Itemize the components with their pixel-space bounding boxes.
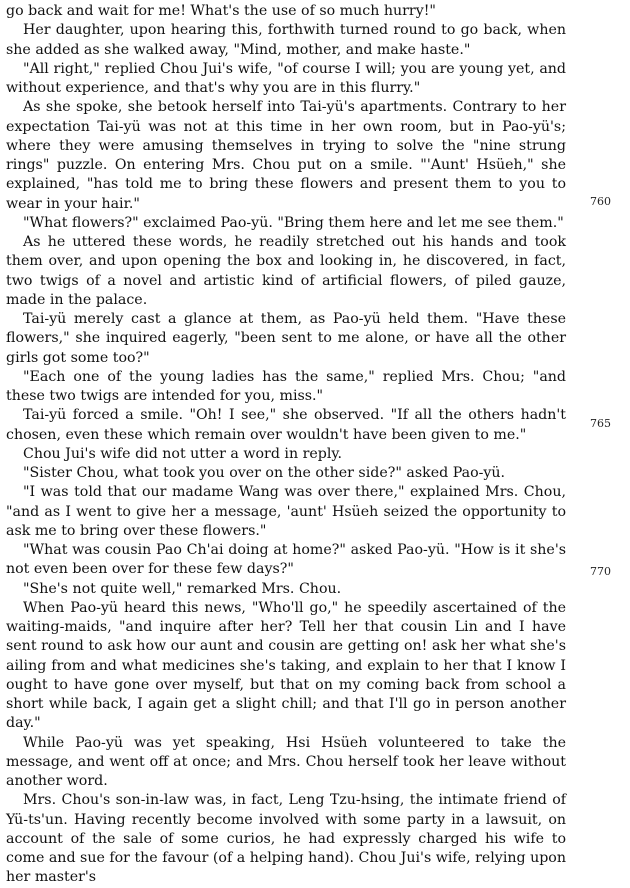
line-number: 770 xyxy=(590,565,611,578)
line-number: 760 xyxy=(590,195,611,208)
paragraph: As he uttered these words, he readily stretched out his hands and took them over, and upon opening the box and looking in, he discovered, in fact, two twigs of a novel and artistic kind of artificial flowers, of piled gauze, made in the palace. xyxy=(6,234,566,308)
paragraph: Tai-yü merely cast a glance at them, as Pao-yü held them. "Have these flowers," she inquired eagerly, "been sent to me alone, or have all the other girls got some too?" xyxy=(6,311,566,366)
paragraph: "She's not quite well," remarked Mrs. Chou. xyxy=(23,580,342,597)
paragraph: Mrs. Chou's son-in-law was, in fact, Leng Tzu-hsing, the intimate friend of Yü-ts'un. Having recently become involved with some party in a lawsuit, on account of the sale of some curios, he had expressly charged his wife to come and sue for the favour (of a helping hand). Chou Jui's wife, relying upon her master's xyxy=(6,792,566,886)
paragraph: Her daughter, upon hearing this, forthwith turned round to go back, when she added as she walked away, "Mind, mother, and make haste." xyxy=(6,22,566,58)
paragraph: "I was told that our madame Wang was over there," explained Mrs. Chou, "and as I went to give her a message, 'aunt' Hsüeh seized the opportunity to ask me to bring over these flowers." xyxy=(6,484,566,539)
text-body xyxy=(6,2,566,888)
paragraph: Chou Jui's wife did not utter a word in reply. xyxy=(23,445,343,462)
paragraph: "Sister Chou, what took you over on the other side?" asked Pao-yü. xyxy=(23,465,506,481)
paragraph: "Each one of the young ladies has the same," replied Mrs. Chou; "and these two twigs are intended for you, miss." xyxy=(6,368,566,404)
paragraph: go back and wait for me! What's the use of so much hurry!" xyxy=(6,3,436,19)
paragraph: "What flowers?" exclaimed Pao-yü. "Bring them here and let me see them." xyxy=(23,214,564,231)
paragraph: When Pao-yü heard this news, "Who'll go," he speedily ascertained of the waiting-maids, "and inquire after her? Tell her that cousin Lin and I have sent round to ask how our aunt and cousin are getting on! ask her what she's ailing from and what medicines she's taking, and explain to her that I know I ought to have gone over myself, but that on my coming back from school a short while back, I again get a slight chill; and that I'll go in person another day." xyxy=(6,599,566,732)
paragraph: "All right," replied Chou Jui's wife, "of course I will; you are young yet, and without experience, and that's why you are in this flurry." xyxy=(6,60,566,96)
paragraph: While Pao-yü was yet speaking, Hsi Hsüeh volunteered to take the message, and went off at once; and Mrs. Chou herself took her leave without another word. xyxy=(6,734,566,789)
paragraph: As she spoke, she betook herself into Tai-yü's apartments. Contrary to her expectation Tai-yü was not at this time in her own room, but in Pao-yü's; where they were amusing themselves in trying to solve the "nine strung rings" puzzle. On entering Mrs. Chou put on a smile. "'Aunt' Hsüeh," she explained, "has told me to bring these flowers and present them to you to wear in your hair." xyxy=(6,99,566,212)
line-number: 765 xyxy=(590,417,611,430)
paragraph: "What was cousin Pao Ch'ai doing at home?" asked Pao-yü. "How is it she's not even been over for these few days?" xyxy=(6,542,566,578)
paragraph: Tai-yü forced a smile. "Oh! I see," she observed. "If all the others hadn't chosen, even these which remain over wouldn't have been given to me." xyxy=(6,407,566,443)
